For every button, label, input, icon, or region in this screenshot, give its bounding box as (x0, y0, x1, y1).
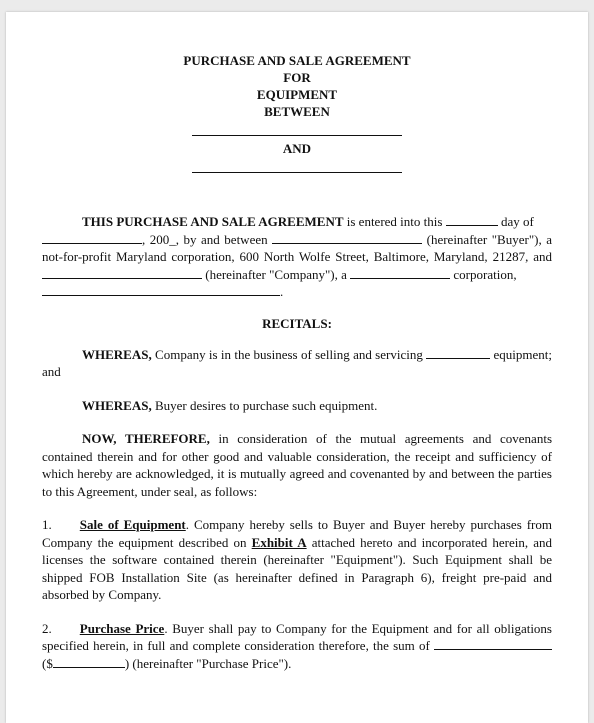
day-blank (446, 213, 498, 226)
section-1 (42, 516, 552, 604)
whereas-1-bold: WHEREAS, (82, 346, 152, 362)
whereas-2 (42, 397, 552, 415)
whereas-2-text: Buyer desires to purchase such equipment. (151, 397, 378, 413)
exhibit-a-reference: Exhibit A (251, 534, 307, 550)
intro-text-7: . (280, 284, 284, 299)
price-words-blank (434, 637, 552, 650)
whereas-1-text: Company is in the business of selling and servicing (151, 346, 427, 362)
section-2 (42, 620, 552, 673)
intro-text-4: (hereinafter "Buyer"), a not-for-profit Maryland corporation, 600 North Wolfe Street, Baltimore, Maryland, 21287, and (42, 231, 552, 264)
whereas-1-text-2: equipment; and (42, 346, 552, 379)
title-line-4: BETWEEN (264, 104, 330, 119)
whereas-1 (42, 346, 552, 381)
intro-text-5: (hereinafter "Company"), a (202, 266, 351, 282)
section-2-text-2: ($ (42, 655, 53, 671)
section-1-number: 1. (42, 517, 52, 532)
title-line-1: PURCHASE AND SALE AGREEMENT (183, 53, 411, 68)
recitals-heading: RECITALS: (262, 315, 332, 331)
section-2-text-1: . Buyer shall pay to Company for the Equipment and for all obligations specified herein, in full and complete consideration therefore, the sum of (42, 620, 552, 653)
state-blank (350, 266, 450, 279)
intro-text-1: is entered into this (343, 214, 446, 229)
price-amount-blank (53, 655, 125, 668)
section-1-heading: Sale of Equipment (79, 517, 186, 532)
document-body (42, 52, 552, 672)
month-blank (42, 231, 142, 244)
section-1-text-1: . Company hereby sells to Buyer and Buyer hereby purchases from Company the equipment described on (42, 517, 552, 550)
whereas-2-bold: WHEREAS, (82, 397, 152, 413)
address-blank (42, 283, 280, 296)
intro-text-2: day of (497, 214, 534, 229)
now-therefore-paragraph (42, 430, 552, 500)
intro-text-6: corporation, (450, 266, 517, 282)
party-blank-1 (192, 120, 402, 136)
title-line-5: AND (282, 141, 312, 156)
now-therefore-text: in consideration of the mutual agreements and covenants contained therein and for other good and valuable consideration, the receipt and sufficiency of which hereby are acknowledged, it is mutually agreed and covenanted by and between the parties to this Agreement, under seal, as follows: (42, 431, 553, 499)
section-1-text-2: attached hereto and incorporated herein, and licenses the software contained therein (hereinafter "Equipment"). Such Equipment shall be shipped FOB Installation Site (as hereinafter defined in Paragraph 6), freight pre-paid and absorbed by Company. (42, 534, 553, 602)
section-2-text-3: ) (hereinafter "Purchase Price"). (124, 655, 292, 671)
now-therefore-bold: NOW, THEREFORE, (82, 431, 210, 446)
section-2-number: 2. (42, 620, 52, 636)
equipment-type-blank (426, 346, 490, 359)
company-blank (42, 266, 202, 279)
party-blank-2 (192, 157, 402, 173)
intro-text-3: , 200_, by and between (142, 231, 273, 247)
document-page (6, 12, 588, 723)
intro-paragraph (42, 213, 552, 301)
intro-bold: THIS PURCHASE AND SALE AGREEMENT (82, 214, 344, 229)
section-2-heading: Purchase Price (79, 620, 165, 636)
buyer-blank (272, 231, 422, 244)
title-line-3: EQUIPMENT (256, 87, 338, 102)
title-line-2: FOR (283, 70, 311, 85)
